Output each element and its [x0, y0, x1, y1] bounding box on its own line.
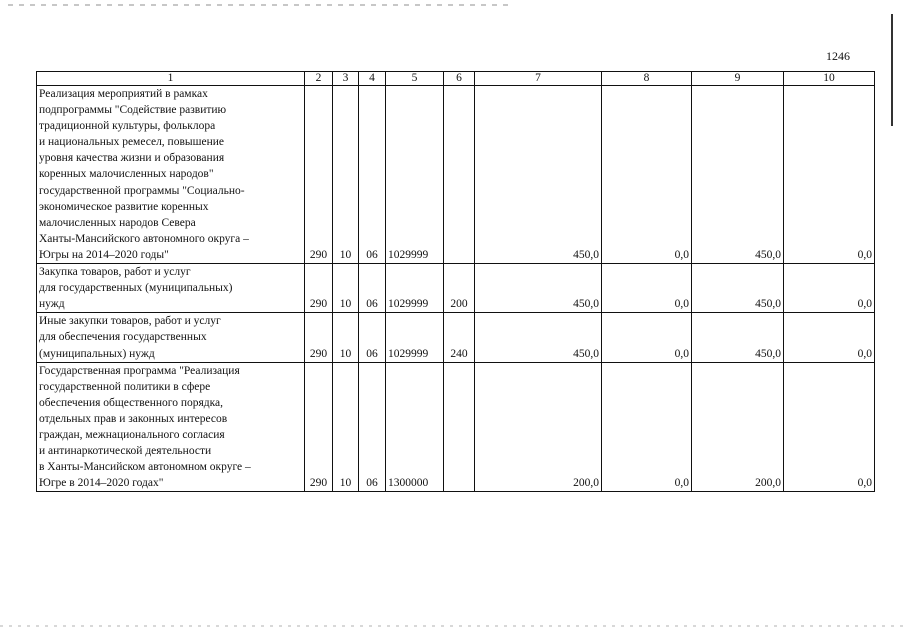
column-header: 3 — [333, 72, 359, 86]
page-number: 1246 — [826, 49, 850, 63]
row-name: Иные закупки товаров, работ и услуг для обеспечения государственных (муниципальных) нужд — [37, 313, 305, 362]
header-row — [37, 72, 875, 86]
cell-col-10: 0,0 — [784, 313, 875, 362]
table-row — [37, 313, 875, 362]
cell-col-10: 0,0 — [784, 362, 875, 492]
column-header: 10 — [784, 72, 875, 86]
table-row — [37, 264, 875, 313]
cell-col-2: 290 — [305, 313, 333, 362]
cell-col-8: 0,0 — [602, 86, 692, 264]
column-header: 5 — [386, 72, 444, 86]
cell-col-3: 10 — [333, 86, 359, 264]
cell-col-10: 0,0 — [784, 86, 875, 264]
cell-col-9: 450,0 — [692, 313, 784, 362]
column-header: 8 — [602, 72, 692, 86]
cell-col-4: 06 — [359, 86, 386, 264]
row-name: Закупка товаров, работ и услуг для государственных (муниципальных) нужд — [37, 264, 305, 313]
column-header: 4 — [359, 72, 386, 86]
cell-col-7: 450,0 — [475, 264, 602, 313]
cell-col-9: 450,0 — [692, 86, 784, 264]
cell-col-2: 290 — [305, 264, 333, 313]
table-row — [37, 86, 875, 264]
column-header: 6 — [444, 72, 475, 86]
table-row — [37, 362, 875, 492]
cell-col-5: 1300000 — [386, 362, 444, 492]
cell-col-7: 200,0 — [475, 362, 602, 492]
cell-col-7: 450,0 — [475, 313, 602, 362]
cell-col-8: 0,0 — [602, 264, 692, 313]
cell-col-2: 290 — [305, 362, 333, 492]
budget-table — [36, 71, 875, 492]
cell-col-5: 1029999 — [386, 264, 444, 313]
cell-col-6 — [444, 362, 475, 492]
cell-col-10: 0,0 — [784, 264, 875, 313]
row-name: Государственная программа "Реализация государственной политики в сфере обеспечения общественного порядка, отдельных прав и законных интересов граждан, межнационального согласия и антинаркотической деятельности в Ханты-Мансийском автономном округе – Югре в 2014–2020 годах" — [37, 362, 305, 492]
column-header: 7 — [475, 72, 602, 86]
scan-artifact-bottom — [0, 625, 905, 627]
cell-col-6: 240 — [444, 313, 475, 362]
column-header: 9 — [692, 72, 784, 86]
cell-col-4: 06 — [359, 264, 386, 313]
row-name: Реализация мероприятий в рамках подпрограммы "Содействие развитию традиционной культуры, фольклора и национальных ремесел, повышение уровня качества жизни и образования коренных малочисленных народов" государственной программы "Социально- экономическое развитие коренных малочисленных народов Севера Ханты-Мансийского автономного округа – Югры на 2014–2020 годы" — [37, 86, 305, 264]
scan-artifact-right-edge — [891, 14, 893, 126]
cell-col-5: 1029999 — [386, 313, 444, 362]
cell-col-3: 10 — [333, 264, 359, 313]
cell-col-6 — [444, 86, 475, 264]
cell-col-2: 290 — [305, 86, 333, 264]
cell-col-6: 200 — [444, 264, 475, 313]
scan-artifact-top — [8, 4, 508, 6]
cell-col-7: 450,0 — [475, 86, 602, 264]
column-header: 1 — [37, 72, 305, 86]
column-header: 2 — [305, 72, 333, 86]
cell-col-3: 10 — [333, 362, 359, 492]
cell-col-9: 200,0 — [692, 362, 784, 492]
cell-col-8: 0,0 — [602, 313, 692, 362]
cell-col-3: 10 — [333, 313, 359, 362]
cell-col-5: 1029999 — [386, 86, 444, 264]
cell-col-4: 06 — [359, 313, 386, 362]
cell-col-9: 450,0 — [692, 264, 784, 313]
cell-col-4: 06 — [359, 362, 386, 492]
cell-col-8: 0,0 — [602, 362, 692, 492]
